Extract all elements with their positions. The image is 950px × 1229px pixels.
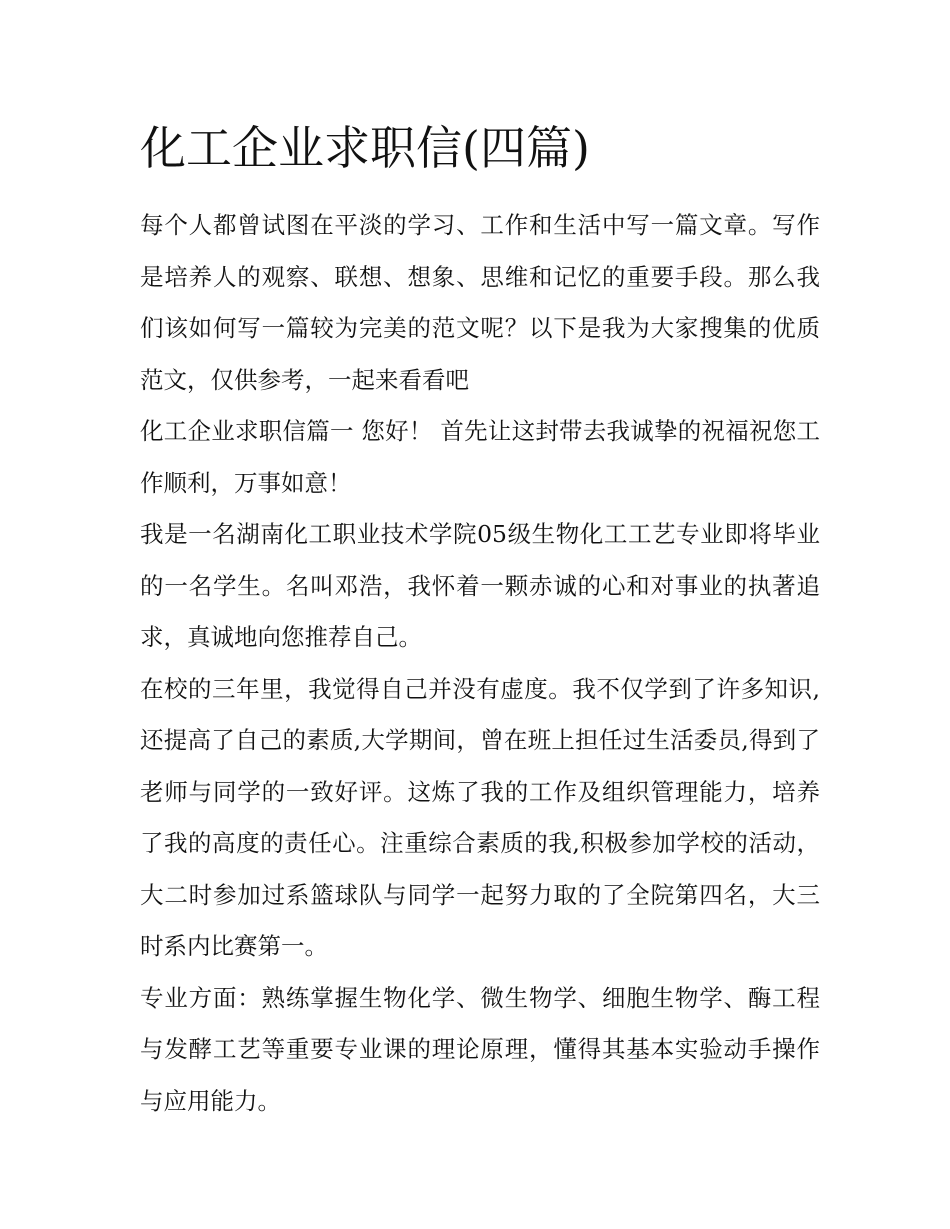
document-title: 化工企业求职信(四篇) [140, 121, 590, 175]
paragraph-school-life: 在校的三年里，我觉得自己并没有虚度。我不仅学到了许多知识,还提高了自己的素质,大学期间，曾在班上担任过生活委员,得到了老师与同学的一致好评。这炼了我的工作及组织管理能力，培养了我的高度的责任心。注重综合素质的我,积极参加学校的活动，大二时参加过系篮球队与同学一起努力取的了全院第四名，大三时系内比赛第一。 [140, 674, 820, 960]
paragraph-intro: 每个人都曾试图在平淡的学习、工作和生活中写一篇文章。写作是培养人的观察、联想、想象、思维和记忆的重要手段。那么我们该如何写一篇较为完美的范文呢？以下是我为大家搜集的优质范文，仅供参考，一起来看看吧 [140, 211, 820, 394]
paragraph-self-introduction: 我是一名湖南化工职业技术学院05级生物化工工艺专业即将毕业的一名学生。名叫邓浩，我怀着一颗赤诚的心和对事业的执著追求，真诚地向您推荐自己。 [140, 520, 820, 651]
paragraph-professional-skills: 专业方面：熟练掌握生物化学、微生物学、细胞生物学、酶工程与发酵工艺等重要专业课的理论原理，懂得其基本实验动手操作与应用能力。 [140, 983, 820, 1115]
paragraph-greeting: 化工企业求职信篇一 您好！ 首先让这封带去我诚挚的祝福祝您工作顺利，万事如意！ [140, 417, 820, 497]
document-body [140, 118, 820, 1127]
